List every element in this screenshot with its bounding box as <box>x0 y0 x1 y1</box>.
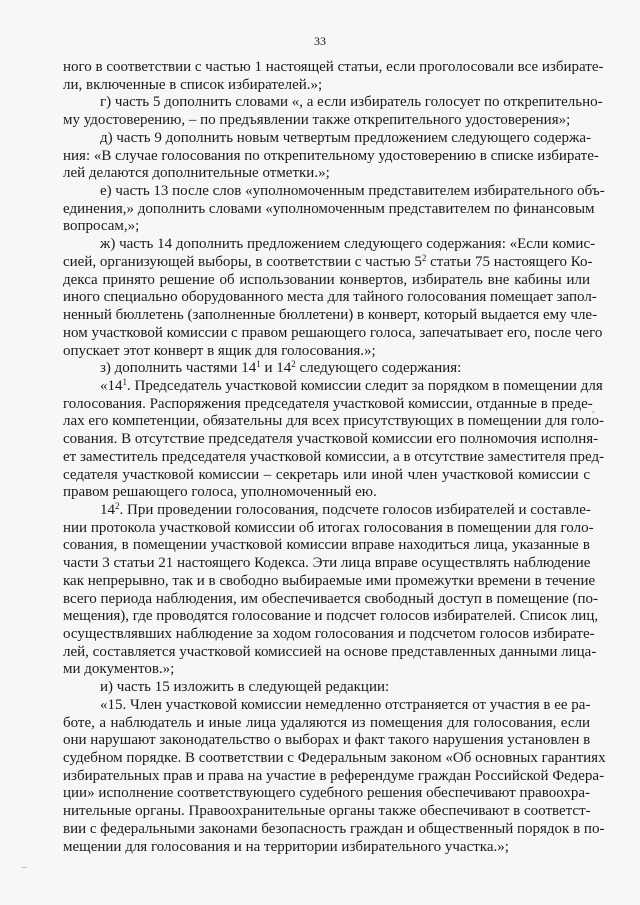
text-line: лей делаются дополнительные отметки.»; <box>63 165 330 182</box>
text-line: боте, а наблюдатель и иные лица удаляются из помещения для голосования, если <box>63 714 590 731</box>
text-line: ном участковой комиссии с правом решающего голоса, запечатывает его, после чего <box>63 324 603 341</box>
text-line: они нарушают законодательство о выборах и факт такого нарушения установлен в <box>63 732 591 749</box>
text-line: сования, в помещении участковой комиссии вправе находиться лица, указанные в <box>63 537 590 554</box>
text-line: единения,» дополнить словами «уполномоченным представителем по финансовым <box>63 200 595 217</box>
text-line: вии с федеральными законами безопасность граждан и общественный порядок в по- <box>63 820 605 837</box>
text-line: опускает этот конверт в ящик для голосования.»; <box>63 342 376 359</box>
text-line: ет заместитель председателя участковой комиссии, а в отсутствие заместителя пред- <box>63 448 605 465</box>
text-line: сией, организующей выборы, в соответствии с частью $5^2$ статьи 75 настоящего Ко- <box>63 252 593 270</box>
text-line: мещения), где проводятся голосование и подсчет голосов избирателей. Список лиц, <box>63 608 599 625</box>
scan-mark: – <box>22 862 27 873</box>
text-line: всего периода наблюдения, им обеспечивается свободный доступ в помещение (по- <box>63 590 599 607</box>
text-line: ми документов.»; <box>63 661 175 678</box>
superscript: 2 <box>115 500 120 511</box>
superscript: 1 <box>256 359 261 370</box>
text-line: ж) часть 14 дополнить предложением следующего содержания: «Если комис- <box>100 236 596 253</box>
text-line: з) дополнить частями $14^1$ и $14^2$ следующего содержания: <box>100 359 462 377</box>
text-line: нии протокола участковой комиссии об итогах голосования в помещении для голо- <box>63 519 594 536</box>
text-line: «$14^1$. Председатель участковой комиссии следит за порядком в помещении для <box>100 376 603 394</box>
text-line: голосования. Распоряжения председателя участковой комиссии, отданные в преде- <box>63 395 593 412</box>
text-line: судебном порядке. В соответствии с Федеральным законом «Об основных гарантиях <box>63 750 606 767</box>
text-line: ненный бюллетень (заполненные бюллетени) в конверт, который выдается ему чле- <box>63 307 598 324</box>
text-line: «15. Член участковой комиссии немедленно отстраняется от участия в ее ра- <box>100 696 591 713</box>
text-line: избирательных прав и права на участие в референдуме граждан Российской Федера- <box>63 767 605 784</box>
superscript: 2 <box>291 359 296 370</box>
text-line: г) часть 5 дополнить словами «, а если избиратель голосует по открепительно- <box>100 94 603 111</box>
text-line: части 3 статьи 21 настоящего Кодекса. Эти лица вправе осуществлять наблюдение <box>63 555 591 572</box>
text-line: ния: «В случае голосования по открепительному удостоверению в списке избирате- <box>63 147 599 164</box>
superscript: 1 <box>122 376 127 387</box>
text-line: ции» исполнение соответствующего судебного решения обеспечивают правоохра- <box>63 785 590 802</box>
text-line: иного специально оборудованного места для тайного голосования помещает запол- <box>63 289 597 306</box>
text-line: вопросам,»; <box>63 218 140 235</box>
text-line: как непрерывно, так и в свободно выбираемые ими промежутки времени в течение <box>63 572 596 589</box>
text-line: декса принято решение об использовании конвертов, избиратель вне кабины или <box>63 271 590 288</box>
text-line: му удостоверению, – по предъявлении также открепительного удостоверения»; <box>63 112 571 129</box>
text-line: $14^2$. При проведении голосования, подсчете голосов избирателей и составле- <box>100 500 591 518</box>
text-line: ного в соответствии с частью 1 настоящей статьи, если проголосовали все избирате- <box>63 59 604 75</box>
text-line: нительные органы. Правоохранительные органы также обеспечивают в соответст- <box>63 803 591 820</box>
text-line: мещении для голосования и на территории избирательного участка.»; <box>63 838 509 855</box>
superscript: 2 <box>421 252 427 263</box>
text-line: сования. В отсутствие председателя участковой комиссии его полномочия исполня- <box>63 431 599 448</box>
text-line: д) часть 9 дополнить новым четвертым предложением следующего содержа- <box>100 129 592 146</box>
document-text <box>63 59 606 856</box>
scan-mark: , <box>592 404 595 415</box>
text-line: лей, составляется участковой комиссией на основе представленных данными лица- <box>63 643 597 660</box>
text-line: ли, включенные в список избирателей.»; <box>63 76 323 93</box>
text-line: е) часть 13 после слов «уполномоченным представителем избирательного объ- <box>100 183 605 200</box>
text-line: правом решающего голоса, уполномоченный ею. <box>63 484 377 501</box>
page-number: 33 <box>314 34 326 48</box>
text-line: лах его компетенции, обязательны для всех присутствующих в помещении для голо- <box>63 413 605 430</box>
text-line: осуществлявших наблюдение за ходом голосования и подсчетом голосов избирате- <box>63 626 595 642</box>
text-line: и) часть 15 изложить в следующей редакции: <box>100 679 390 696</box>
text-line: седателя участковой комиссии – секретарь или иной член участковой комиссии с <box>63 466 590 483</box>
